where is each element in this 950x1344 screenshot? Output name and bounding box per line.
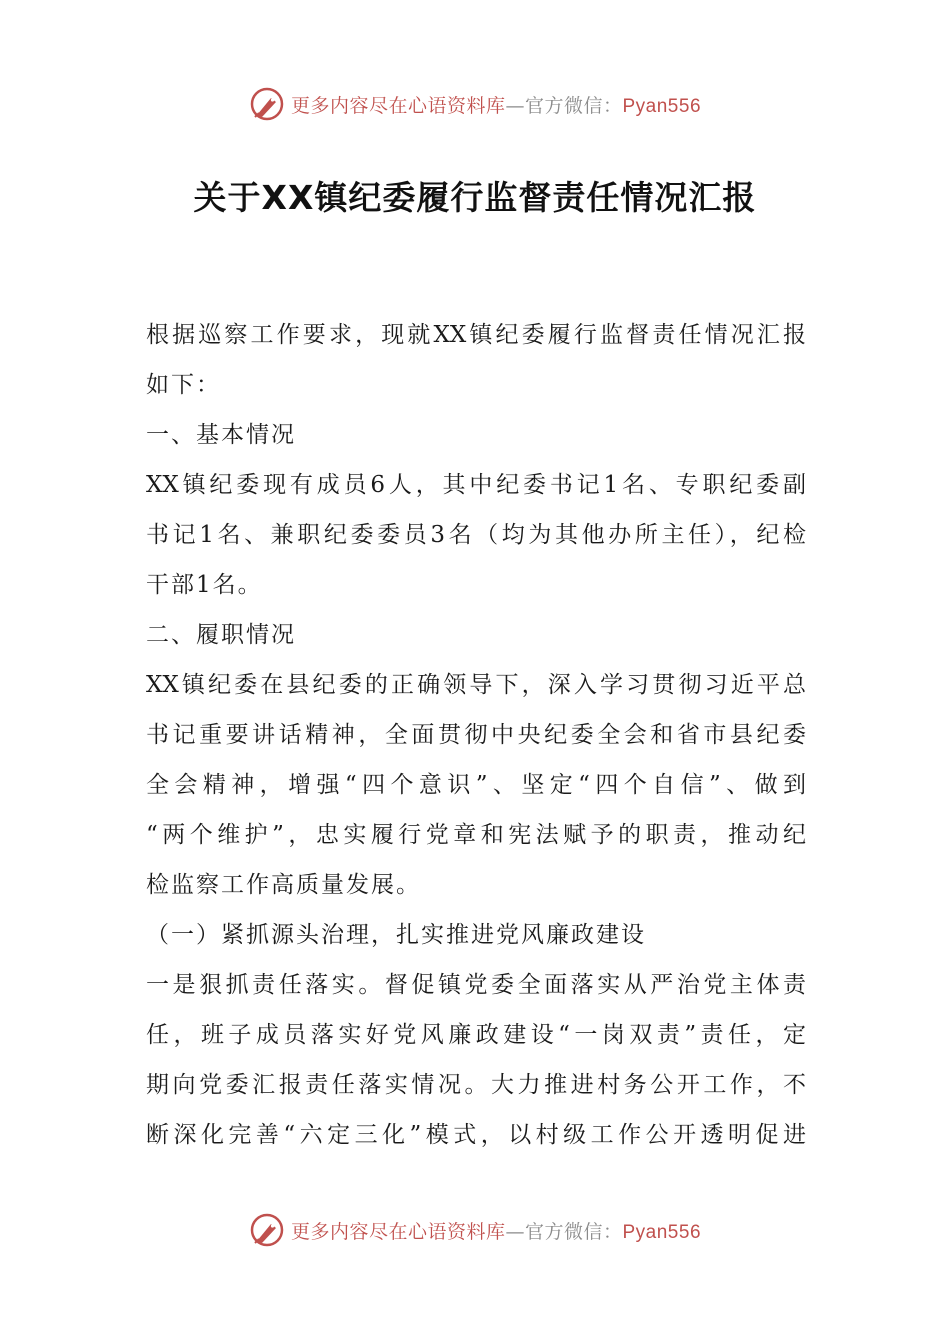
document-title: 关于XX镇纪委履行监督责任情况汇报 (193, 178, 757, 217)
paragraph-line: XX镇纪委现有成员6人，其中纪委书记1名、专职纪委副 (146, 472, 806, 498)
paragraph-line: 根据巡察工作要求，现就XX镇纪委履行监督责任情况汇报 (146, 322, 806, 348)
banner-dash: — (505, 1220, 525, 1243)
paragraph-line: 如下： (146, 372, 221, 398)
footer-banner (0, 1206, 950, 1254)
section-heading: 一、基本情况 (146, 422, 296, 448)
banner-wechat-id: Pyan556 (622, 95, 702, 117)
banner-tail-text: 官方微信： (524, 94, 623, 117)
paragraph-line: “两个维护”，忠实履行党章和宪法赋予的职责，推动纪 (146, 822, 806, 848)
paragraph-line: 全会精神，增强“四个意识”、坚定“四个自信”、做到 (146, 772, 806, 798)
paragraph-line: 一是狠抓责任落实。督促镇党委全面落实从严治党主体责 (146, 972, 806, 998)
paragraph-line: 书记1名、兼职纪委委员3名（均为其他办所主任），纪检 (146, 522, 806, 548)
subsection-heading: （一）紧抓源头治理，扎实推进党风廉政建设 (146, 922, 646, 948)
banner-text (291, 1217, 701, 1244)
banner-dash: — (505, 94, 525, 117)
paragraph-line: 期向党委汇报责任落实情况。大力推进村务公开工作，不 (146, 1072, 806, 1098)
paragraph-line: 任，班子成员落实好党风廉政建设“一岗双责”责任，定 (146, 1022, 806, 1048)
section-heading: 二、履职情况 (146, 622, 296, 648)
header-banner (0, 80, 950, 128)
banner-text (291, 91, 701, 118)
pen-nib-logo-icon (249, 86, 285, 122)
banner-tail-text: 官方微信： (524, 1220, 623, 1243)
banner-wechat-id: Pyan556 (622, 1221, 702, 1243)
banner-main-text: 更多内容尽在心语资料库 (290, 94, 506, 117)
paragraph-line: 干部1名。 (146, 572, 263, 598)
paragraph-line: 断深化完善“六定三化”模式，以村级工作公开透明促进 (146, 1122, 806, 1148)
document-body (146, 310, 806, 1160)
paragraph-line: 书记重要讲话精神，全面贯彻中央纪委全会和省市县纪委 (146, 722, 806, 748)
paragraph-line: XX镇纪委在县纪委的正确领导下，深入学习贯彻习近平总 (146, 672, 806, 698)
banner-main-text: 更多内容尽在心语资料库 (290, 1220, 506, 1243)
pen-nib-logo-icon (249, 1212, 285, 1248)
paragraph-line: 检监察工作高质量发展。 (146, 872, 421, 898)
